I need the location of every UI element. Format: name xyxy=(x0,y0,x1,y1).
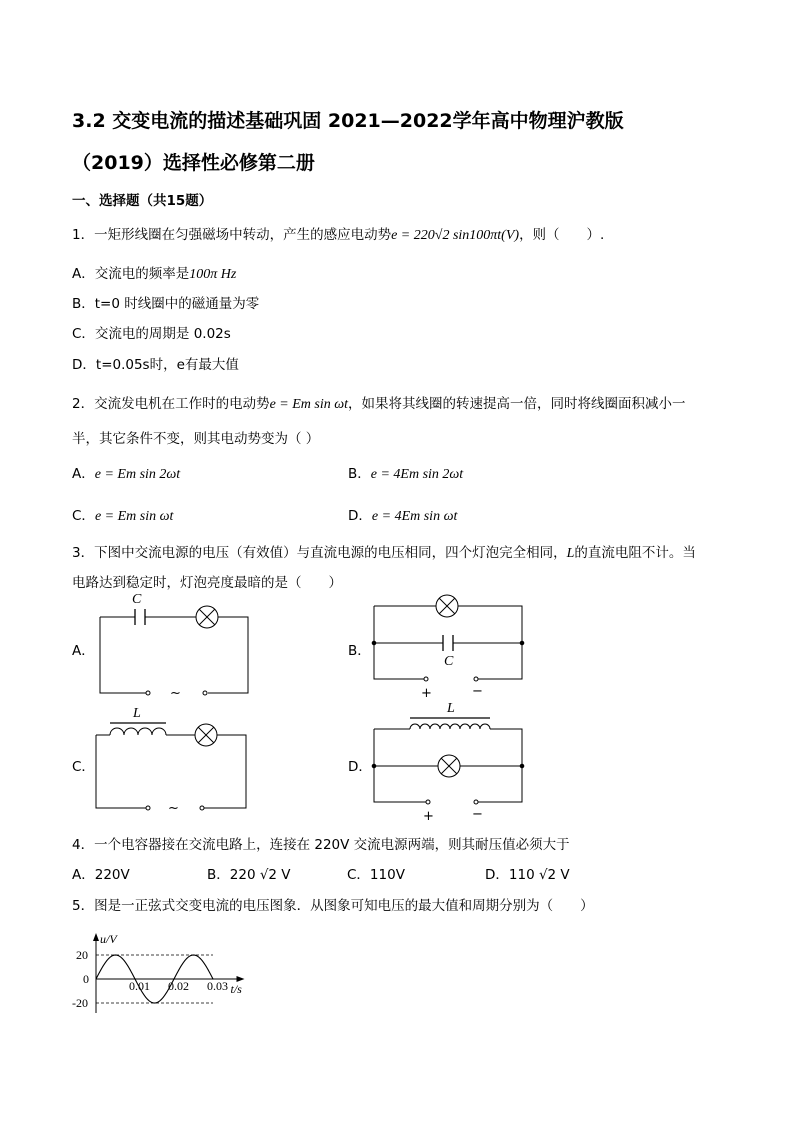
circuit-d-plus: + xyxy=(423,809,434,824)
q3-stem-text-2: 的直流电阻不计。当 xyxy=(574,545,696,561)
q2-formula: e = Em sin ωt xyxy=(269,397,349,412)
q4-stem: 4．一个电容器接在交流电路上，连接在 220V 交流电源两端，则其耐压值必须大于 xyxy=(72,837,570,853)
circuit-b-capacitor-label: C xyxy=(444,654,454,669)
circuit-a-capacitor-label: C xyxy=(132,592,142,607)
q2-stem-line2: 半，其它条件不变，则其电动势变为（ ） xyxy=(72,431,320,447)
q2-option-d-math: e = 4Em sin ωt xyxy=(371,509,458,524)
q2-option-b-label: B． xyxy=(348,466,371,482)
data-point xyxy=(115,954,116,955)
q4-option-c: C．110V xyxy=(347,867,405,883)
q2-option-a-math: e = Em sin 2ωt xyxy=(94,467,181,482)
q2-option-b-math: e = 4Em sin 2ωt xyxy=(370,467,464,482)
q5-stem: 5．图是一正弦式交变电流的电压图象．从图象可知电压的最大值和周期分别为（ ） xyxy=(72,898,594,914)
y-tick-label: 0 xyxy=(83,972,89,986)
q4-option-a: A．220V xyxy=(72,867,130,883)
q4-option-b: B．220 √2 V xyxy=(207,867,291,883)
y-tick-label: 20 xyxy=(76,948,88,962)
x-tick-label: 0.03 xyxy=(207,979,228,993)
data-point xyxy=(95,978,96,979)
q2-option-c-math: e = Em sin ωt xyxy=(94,509,174,524)
x-tick-label: 0.01 xyxy=(129,979,150,993)
y-axis-label: u/V xyxy=(100,932,117,946)
q1-option-c: C．交流电的周期是 0.02s xyxy=(72,326,231,342)
q2-option-a-label: A． xyxy=(72,466,95,482)
y-axis-arrow xyxy=(93,933,99,941)
circuit-c-inductor-label: L xyxy=(133,706,141,721)
q2-stem-text-2: ，如果将其线圈的转速提高一倍，同时将线圈面积减小一 xyxy=(348,396,686,412)
circuit-d-label: D． xyxy=(348,759,372,775)
q3-inductor-symbol: L xyxy=(566,546,575,561)
circuit-c-ac-symbol: ~ xyxy=(168,801,179,816)
q1-option-a-math: 100π Hz xyxy=(189,267,237,282)
circuit-b-label: B． xyxy=(348,643,371,659)
q1-stem-text: 1．一矩形线圈在匀强磁场中转动，产生的感应电动势 xyxy=(72,227,392,243)
q2-option-c-label: C． xyxy=(72,508,95,524)
q2-stem-text: 2．交流发电机在工作时的电动势 xyxy=(72,396,270,412)
x-axis-label: t/s xyxy=(230,982,242,996)
circuit-b-plus: + xyxy=(421,686,432,701)
circuit-d-inductor-label: L xyxy=(447,701,455,716)
circuit-a-label: A． xyxy=(72,643,95,659)
x-tick-label: 0.02 xyxy=(168,979,189,993)
q2-option-d-label: D． xyxy=(348,508,372,524)
page-title-line2: （2019）选择性必修第二册 xyxy=(72,152,315,174)
y-tick-label: -20 xyxy=(72,996,88,1010)
circuit-c-label: C． xyxy=(72,759,95,775)
q1-stem-tail: ，则（ ）. xyxy=(519,227,605,243)
q4-option-d: D．110 √2 V xyxy=(485,867,570,883)
circuit-b-minus: − xyxy=(472,684,483,699)
circuit-d-minus: − xyxy=(472,807,483,822)
q1-option-d: D．t=0.05s时，e有最大值 xyxy=(72,357,239,373)
q1-option-b: B．t=0 时线圈中的磁通量为零 xyxy=(72,296,260,312)
data-point xyxy=(154,1002,155,1003)
q1-formula: e = 220√2 sin100πt(V) xyxy=(391,228,520,243)
section-header: 一、选择题（共15题） xyxy=(72,193,213,209)
data-point xyxy=(193,954,194,955)
q3-stem-text: 3．下图中交流电源的电压（有效值）与直流电源的电压相同，四个灯泡完全相同， xyxy=(72,545,567,561)
circuit-a-ac-symbol: ~ xyxy=(170,686,181,701)
q3-stem-line2: 电路达到稳定时，灯泡亮度最暗的是（ ） xyxy=(72,575,342,591)
q1-option-a-text: A．交流电的频率是 xyxy=(72,266,190,282)
page-title: 3.2 交变电流的描述基础巩固 2021—2022学年高中物理沪教版 xyxy=(72,110,624,132)
